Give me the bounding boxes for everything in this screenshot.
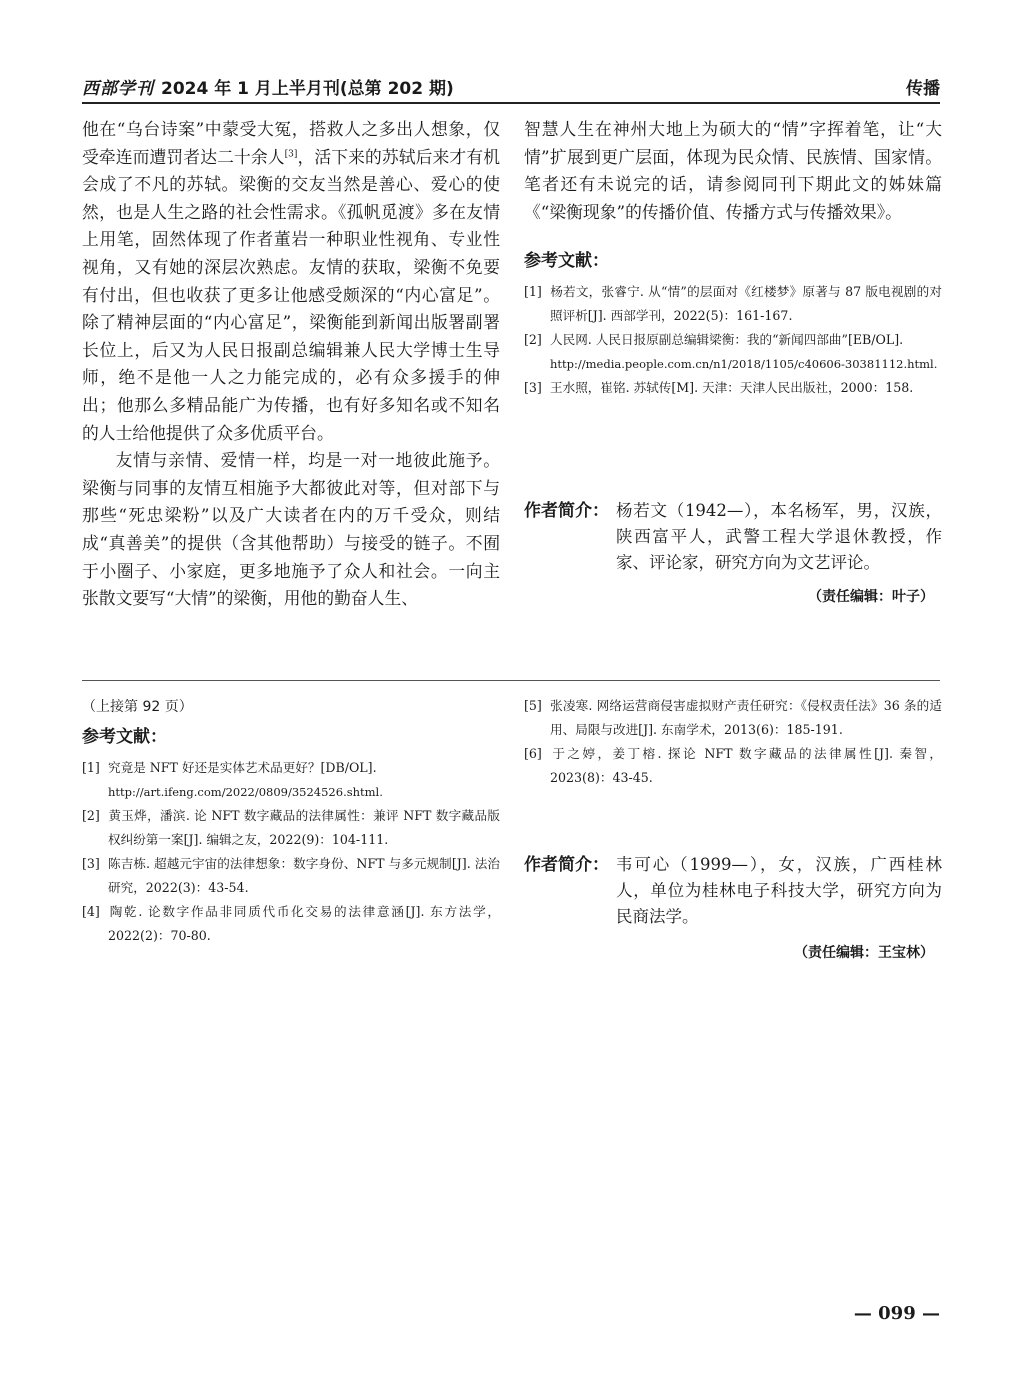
reference-number: [1] [82, 759, 100, 775]
reference-text: 张凌寒. 网络运营商侵害虚拟财产责任研究：《侵权责任法》36 条的适用、局限与改进[J]. 东南学术，2013(6)：185-191. [550, 698, 942, 737]
reference-item [82, 852, 500, 900]
running-header [82, 72, 940, 104]
reference-item [524, 280, 942, 328]
reference-text: 杨若文，张睿宁. 从“情”的层面对《红楼梦》原著与 87 版电视剧的对照评析[J]. 西部学刊，2022(5)：161-167. [550, 283, 942, 323]
reference-number: [6] [524, 746, 542, 761]
reference-url: http://media.people.com.cn/n1/2018/1105/c40606-30381112.html. [550, 356, 938, 371]
reference-number: [1] [524, 283, 542, 299]
reference-list [524, 694, 942, 790]
reference-number: [4] [82, 903, 100, 919]
reference-text: 人民网. 人民日报原副总编辑梁衡：我的“新闻四部曲”[EB/OL]. [550, 331, 904, 347]
section-name: 传播 [906, 79, 940, 99]
right-column [524, 116, 942, 400]
section-divider [82, 680, 940, 681]
reference-text: 于之婷，姜丁榕. 探论 NFT 数字藏品的法律属性[J]. 秦智，2023(8)：43-45. [550, 746, 942, 785]
reference-item [524, 376, 942, 400]
reference-text: 究竟是 NFT 好还是实体艺术品更好？[DB/OL]. [108, 759, 377, 775]
reference-list [524, 280, 942, 400]
continued-note: （上接第 92 页） [82, 699, 193, 715]
lower-left-column [82, 696, 500, 948]
reference-item [82, 804, 500, 852]
author-bio-label: 作者简介： [524, 855, 609, 875]
reference-number: [5] [524, 698, 542, 713]
page-number: — 099 — [853, 1303, 940, 1324]
reference-number: [3] [82, 855, 100, 871]
body-paragraph-1 [82, 116, 500, 447]
reference-list [82, 756, 500, 948]
reference-number: [2] [524, 331, 542, 347]
reference-text: 陶乾. 论数字作品非同质代币化交易的法律意涵[J]. 东方法学，2022(2)：70-80. [108, 903, 500, 943]
reference-item [524, 742, 942, 790]
reference-number: [2] [82, 807, 100, 823]
author-bio-2 [524, 852, 942, 930]
body-paragraph-2: 友情与亲情、爱情一样，均是一对一地彼此施予。梁衡与同事的友情互相施予大都彼此对等，但对部下与那些“死忠梁粉”以及广大读者在内的万千受众，则结成“真善美”的提供（含其他帮助）与接受的链子。不囿于小圈子、小家庭，更多地施予了众人和社会。一向主张散文要写“大情”的梁衡，用他的勤奋人生、 [82, 450, 500, 609]
reference-text: 王水照，崔铭. 苏轼传[M]. 天津：天津人民出版社，2000：158. [550, 379, 914, 395]
reference-item [82, 756, 500, 804]
left-column [82, 116, 500, 613]
paragraph-text: 他在“乌台诗案”中蒙受大冤，搭救人之多出人想象，仅受牵连而遭罚者达二十余人 [82, 119, 500, 167]
paragraph-text: ，活下来的苏轼后来才有机会成了不凡的苏轼。梁衡的交友当然是善心、爱心的使然，也是人生之路的社会性需求。《孤帆觅渡》多在友情上用笔，固然体现了作者董岩一种职业性视角、专业性视角，又有她的深层次熟虑。友情的获取，梁衡不免要有付出，但也收获了更多让他感受颇深的“内心富足”。除了精神层面的“内心富足”，梁衡能到新闻出版署副署长位上，后又为人民日报副总编辑兼人民大学博士生导师，绝不是他一人之力能完成的，必有众多援手的伸出；他那么多精品能广为传播，也有好多知名或不知名的人士给他提供了众多优质平台。 [82, 146, 500, 443]
editor-credit-2: （责任编辑：王宝林） [794, 945, 934, 961]
references-heading: 参考文献： [82, 727, 167, 747]
journal-logo: 西部学刊 [82, 79, 154, 99]
author-bio-text: 韦可心（1999—），女，汉族，广西桂林人，单位为桂林电子科技大学，研究方向为民商法学。 [616, 855, 942, 926]
reference-text: 黄玉烨，潘滨. 论 NFT 数字藏品的法律属性：兼评 NFT 数字藏品版权纠纷第一案[J]. 编辑之友，2022(9)：104-111. [108, 807, 500, 847]
reference-url: http://art.ifeng.com/2022/0809/3524526.shtml. [108, 784, 383, 799]
body-paragraph-3: 智慧人生在神州大地上为硕大的“情”字挥着笔，让“大情”扩展到更广层面，体现为民众情、民族情、国家情。笔者还有未说完的话，请参阅同刊下期此文的姊妹篇《“梁衡现象”的传播价值、传播方式与传播效果》。 [524, 119, 942, 222]
author-bio-1 [524, 498, 942, 576]
reference-text: 陈吉栋. 超越元宇宙的法律想象：数字身份、NFT 与多元规制[J]. 法治研究，2022(3)：43-54. [108, 855, 500, 895]
issue-info: 2024 年 1 月上半月刊(总第 202 期) [161, 79, 454, 99]
reference-item [524, 694, 942, 742]
citation-superscript: [3] [284, 149, 298, 159]
author-bio-text: 杨若文（1942—），本名杨军，男，汉族，陕西富平人，武警工程大学退休教授，作家、评论家，研究方向为文艺评论。 [616, 501, 942, 572]
author-bio-label: 作者简介： [524, 501, 609, 521]
lower-right-column [524, 694, 942, 790]
references-heading: 参考文献： [524, 251, 609, 272]
reference-number: [3] [524, 379, 542, 395]
editor-credit-1: （责任编辑：叶子） [808, 589, 934, 605]
reference-item [524, 328, 942, 376]
reference-item [82, 900, 500, 948]
